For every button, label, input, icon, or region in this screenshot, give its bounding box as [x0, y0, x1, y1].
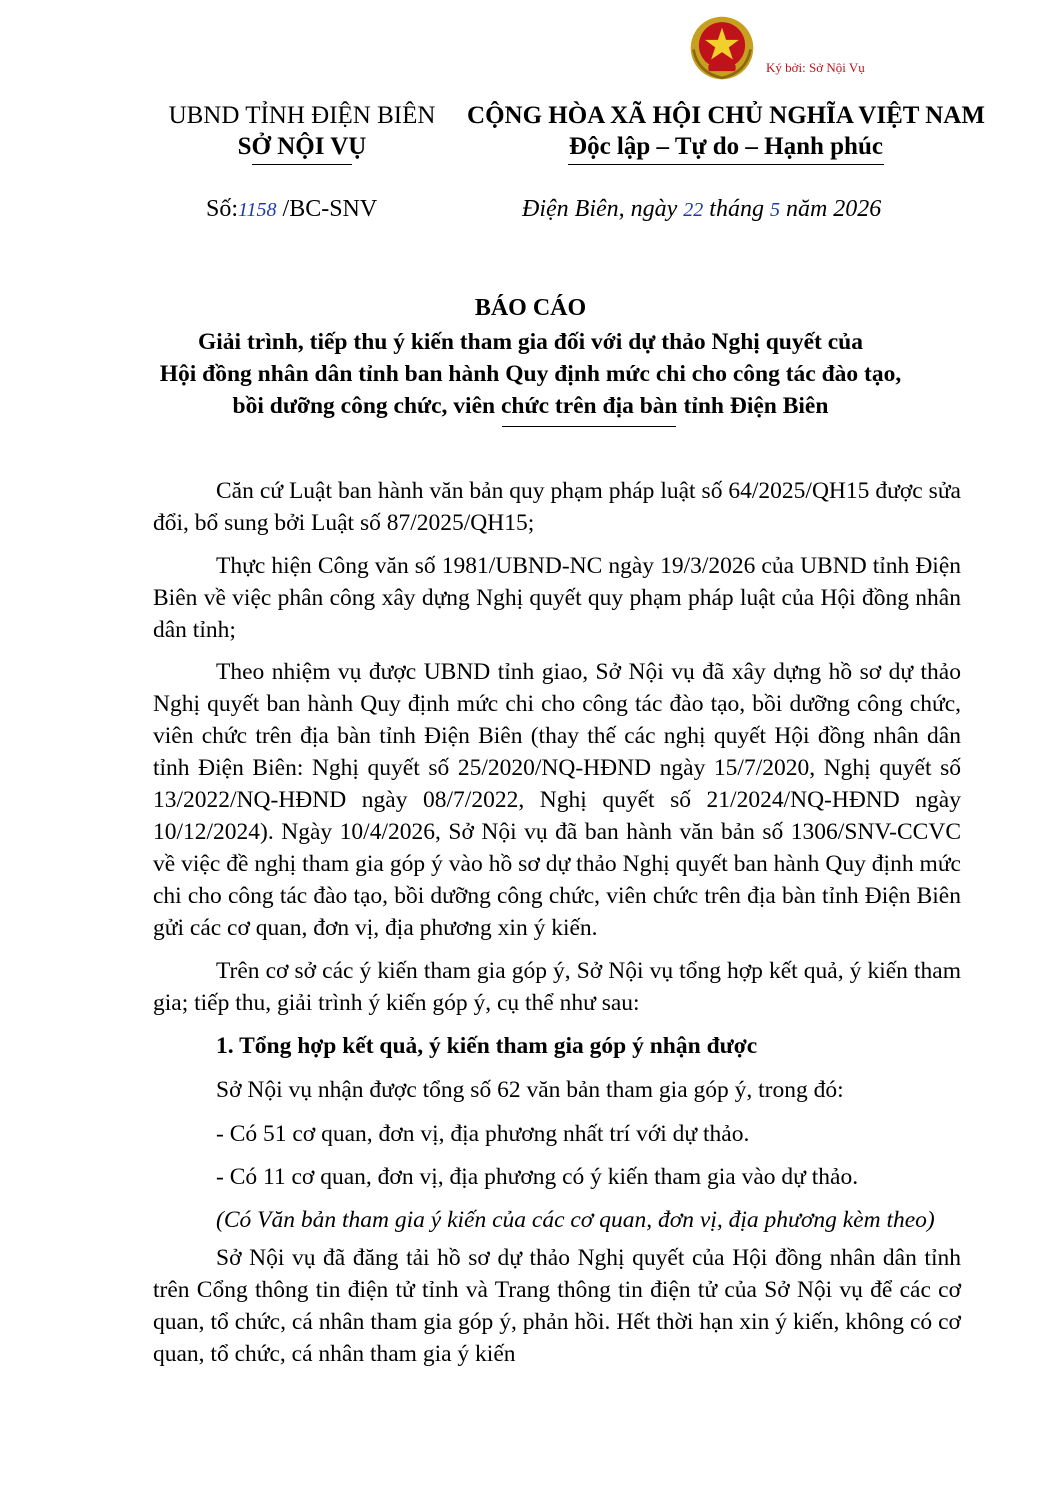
national-emblem-icon [688, 14, 756, 82]
paragraph-implementation: Thực hiện Công văn số 1981/UBND-NC ngày 19/3/2026 của UBND tỉnh Điện Biên về việc phân công xây dựng Nghị quyết quy phạm pháp luật của Hội đồng nhân dân tỉnh; [153, 553, 961, 643]
nation-motto: Độc lập – Tự do – Hạnh phúc [569, 133, 883, 160]
docnum-prefix: Số: [206, 196, 239, 222]
date-month: 5 [769, 199, 780, 221]
document-number [206, 196, 377, 223]
paragraph-legal-basis: Căn cứ Luật ban hành văn bản quy phạm pháp luật số 64/2025/QH15 được sửa đổi, bổ sung bởi Luật số 87/2025/QH15; [153, 478, 961, 536]
docnum-suffix: /BC-SNV [276, 196, 378, 222]
date-place: Điện Biên, ngày [522, 196, 684, 222]
date-day: 22 [683, 199, 704, 221]
paragraph-task: Theo nhiệm vụ được UBND tỉnh giao, Sở Nội vụ đã xây dựng hồ sơ dự thảo Nghị quyết ban hành Quy định mức chi cho công tác đào tạo, bồi dưỡng công chức, viên chức trên địa bàn tỉnh Điện Biên (thay thế các nghị quyết Hội đồng nhân dân tỉnh Điện Biên: Nghị quyết số 25/2020/NQ-HĐND ngày 15/7/2020, Nghị quyết số 13/2022/NQ-HĐND ngày 08/7/2022, Nghị quyết số 21/2024/NQ-HĐND ngày 10/12/2024). Ngày 10/4/2026, Sở Nội vụ đã ban hành văn bản số 1306/SNV-CCVC về việc đề nghị tham gia góp ý vào hồ sơ dự thảo Nghị quyết ban hành Quy định mức chi cho công tác đào tạo, bồi dưỡng công chức, viên chức trên địa bàn tỉnh Điện Biên gửi các cơ quan, đơn vị, địa phương xin ý kiến. [153, 659, 961, 941]
signed-by-label: Ký bởi: Sở Nội Vụ [766, 60, 865, 75]
agency-block [162, 100, 442, 162]
report-subject-line-1: Giải trình, tiếp thu ý kiến tham gia đối với dự thảo Nghị quyết của [198, 329, 863, 355]
nation-title: CỘNG HÒA XÃ HỘI CHỦ NGHĨA VIỆT NAM [467, 102, 985, 129]
nation-block [456, 100, 996, 162]
report-subject-line-3: bồi dưỡng công chức, viên chức trên địa bàn tỉnh Điện Biên [232, 393, 829, 419]
date-year: năm 2026 [779, 196, 882, 222]
docnum-value: 1158 [238, 199, 277, 221]
agency-parent: UBND TỈNH ĐIỆN BIÊN [168, 102, 436, 129]
section-heading-1: 1. Tổng hợp kết quả, ý kiến tham gia góp ý nhận được [216, 1033, 758, 1059]
agency-underline [252, 164, 352, 165]
motto-underline [568, 164, 884, 165]
title-underline [502, 426, 676, 427]
attachment-note: (Có Văn bản tham gia ý kiến của các cơ quan, đơn vị, địa phương kèm theo) [216, 1207, 935, 1233]
report-subject-line-2: Hội đồng nhân dân tỉnh ban hành Quy định mức chi cho công tác đào tạo, [159, 361, 902, 387]
list-item-commented: - Có 11 cơ quan, đơn vị, địa phương có ý kiến tham gia vào dự thảo. [216, 1164, 859, 1190]
agency-dept: SỞ NỘI VỤ [237, 133, 367, 160]
paragraph-publication: Sở Nội vụ đã đăng tải hồ sơ dự thảo Nghị quyết của Hội đồng nhân dân tỉnh trên Cổng thông tin điện tử tỉnh và Trang thông tin điện tử của Sở Nội vụ để các cơ quan, tổ chức, cá nhân tham gia góp ý, phản hồi. Hết thời hạn xin ý kiến, không có cơ quan, tổ chức, cá nhân tham gia ý kiến [153, 1245, 961, 1367]
report-heading: BÁO CÁO [474, 295, 587, 321]
date-month-label: tháng [703, 196, 770, 222]
paragraph-received: Sở Nội vụ nhận được tổng số 62 văn bản tham gia góp ý, trong đó: [216, 1077, 844, 1103]
paragraph-summary-intro: Trên cơ sở các ý kiến tham gia góp ý, Sở Nội vụ tổng hợp kết quả, ý kiến tham gia; tiếp thu, giải trình ý kiến góp ý, cụ thể như sau: [153, 958, 961, 1016]
date-line [522, 196, 881, 223]
list-item-agreed: - Có 51 cơ quan, đơn vị, địa phương nhất trí với dự thảo. [216, 1121, 750, 1147]
